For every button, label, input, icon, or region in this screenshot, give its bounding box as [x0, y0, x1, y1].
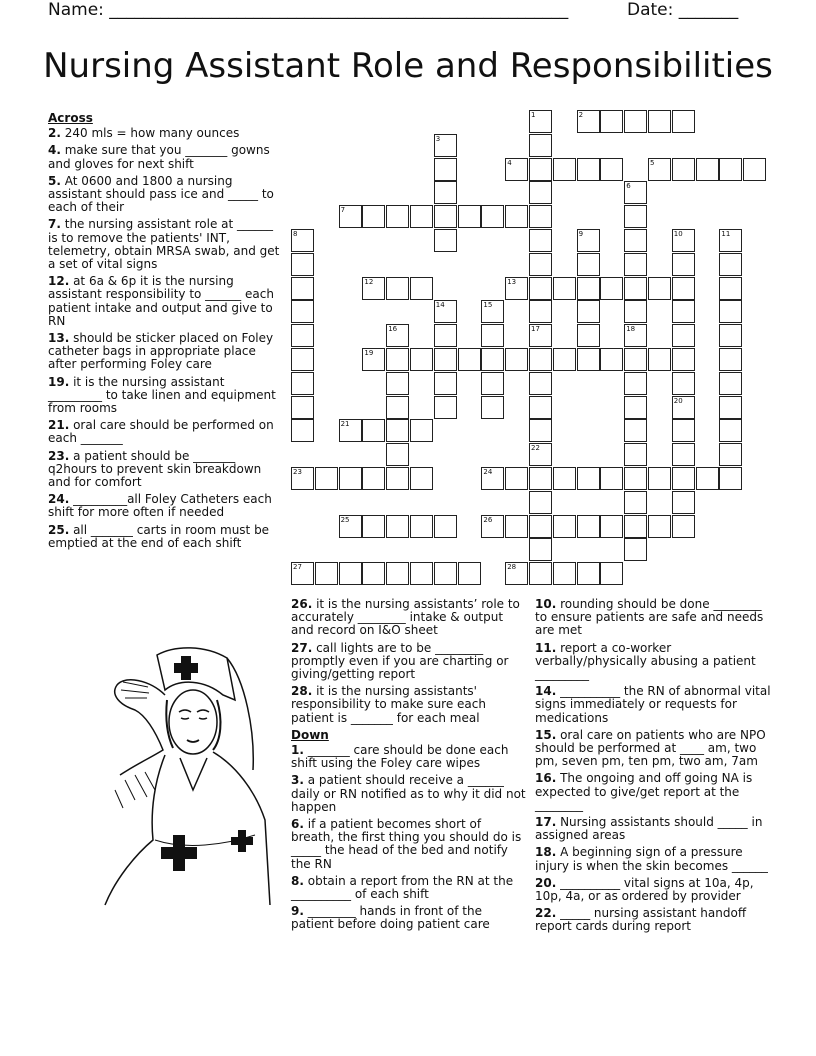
crossword-cell[interactable] — [624, 443, 647, 466]
clue-number: 7. — [48, 217, 61, 232]
clue-number: 14. — [535, 684, 557, 699]
clue-text: obtain a report from the RN at the __________ of each shift — [291, 873, 514, 902]
clue-text: rounding should be done ________ to ensure patients are safe and needs are met — [535, 597, 764, 638]
cell-number: 2 — [578, 111, 584, 119]
clue-text: __________ vital signs at 10a, 4p, 10p, 4a, or as ordered by provider — [535, 875, 754, 904]
crossword-cell[interactable] — [719, 324, 742, 347]
crossword-cell[interactable] — [624, 300, 647, 323]
crossword-cell[interactable] — [624, 372, 647, 395]
clue-text: 240 mls = how many ounces — [60, 126, 240, 141]
clue-number: 5. — [48, 173, 61, 188]
crossword-cell[interactable] — [696, 158, 719, 181]
crossword-cell[interactable] — [553, 562, 576, 585]
clue-number: 2. — [48, 126, 61, 141]
cell-number: 22 — [531, 444, 540, 453]
crossword-cell[interactable] — [339, 515, 362, 538]
clue-text: it is the nursing assistants' responsibility to make sure each patient is _______ for each meal — [291, 684, 486, 725]
crossword-cell[interactable] — [529, 443, 552, 466]
cell-number: 9 — [578, 230, 584, 238]
crossword-cell[interactable] — [624, 396, 647, 419]
crossword-cell[interactable] — [529, 181, 552, 204]
clue-text: call lights are to be ________ promptly even if you are charting or giving/getting report — [291, 640, 509, 682]
crossword-cell[interactable] — [291, 253, 314, 276]
crossword-cell[interactable] — [648, 348, 671, 371]
crossword-cell[interactable] — [505, 205, 528, 228]
crossword-cell[interactable] — [481, 515, 504, 538]
clue-text: _________all Foley Catheters each shift for more often if needed — [48, 492, 272, 520]
clue-item — [291, 685, 526, 725]
crossword-cell[interactable] — [577, 467, 600, 490]
crossword-cell[interactable] — [434, 562, 457, 585]
cell-number: 18 — [626, 325, 636, 334]
crossword-cell[interactable] — [672, 515, 695, 538]
clue-item — [535, 816, 771, 842]
crossword-cell[interactable] — [553, 158, 576, 181]
crossword-cell[interactable] — [434, 372, 457, 395]
clue-item — [48, 175, 280, 215]
crossword-cell[interactable] — [577, 158, 600, 181]
crossword-cell[interactable] — [434, 348, 457, 371]
cell-number: 26 — [483, 515, 493, 524]
crossword-cell[interactable] — [648, 110, 671, 133]
crossword-cell[interactable] — [529, 277, 552, 300]
clue-number: 3. — [291, 773, 304, 788]
clue-text: the nursing assistant role at ______ is to remove the patients' INT, telemetry, obtain MRSA swab, and get a set of vital signs — [48, 217, 280, 272]
crossword-cell[interactable] — [481, 396, 504, 419]
crossword-cell[interactable] — [529, 515, 552, 538]
clue-number: 17. — [535, 815, 557, 830]
clue-item — [535, 877, 771, 903]
crossword-cell[interactable] — [553, 277, 576, 300]
crossword-cell[interactable] — [624, 538, 647, 561]
clue-number: 21. — [48, 418, 70, 433]
crossword-cell[interactable] — [505, 562, 528, 585]
cell-number: 11 — [721, 230, 731, 238]
crossword-cell[interactable] — [505, 277, 528, 300]
crossword-cell[interactable] — [529, 538, 552, 561]
clue-text: make sure that you _______ gowns and gloves for next shift — [48, 143, 270, 171]
crossword-cell[interactable] — [529, 229, 552, 252]
clue-text: report a co-worker verbally/physically abusing a patient _________ — [535, 640, 756, 682]
crossword-cell[interactable] — [624, 491, 647, 514]
clue-text: At 0600 and 1800 a nursing assistant should pass ice and _____ to each of their — [48, 173, 274, 215]
clue-text: oral care should be performed on each _______ — [48, 418, 274, 446]
crossword-cell[interactable] — [624, 467, 647, 490]
crossword-cell[interactable] — [577, 253, 600, 276]
clue-text: a patient should be _______ q2hours to prevent skin breakdown and for comfort — [48, 448, 262, 490]
crossword-cell[interactable] — [434, 134, 457, 157]
crossword-cell[interactable] — [505, 158, 528, 181]
clue-item — [291, 774, 526, 814]
clue-number: 10. — [535, 597, 557, 611]
clue-text: __________ the RN of abnormal vital signs immediately or requests for medications — [535, 684, 771, 725]
crossword-cell[interactable] — [529, 491, 552, 514]
crossword-cell[interactable] — [339, 562, 362, 585]
crossword-cell[interactable] — [577, 277, 600, 300]
clue-text: it is the nursing assistants’ role to accurately ________ intake & output and record on I&O sheet — [291, 597, 520, 638]
crossword-cell[interactable] — [291, 300, 314, 323]
crossword-cell[interactable] — [529, 205, 552, 228]
crossword-cell[interactable] — [386, 348, 409, 371]
clue-item — [48, 376, 280, 416]
cell-number: 3 — [435, 134, 441, 143]
clue-text: A beginning sign of a pressure injury is when the skin becomes ______ — [535, 845, 768, 873]
date-field[interactable]: Date: _______ — [627, 0, 739, 20]
crossword-cell[interactable] — [719, 158, 742, 181]
cell-number: 24 — [483, 468, 493, 476]
crossword-cell[interactable] — [624, 277, 647, 300]
cell-number: 13 — [507, 277, 517, 286]
clue-item — [48, 275, 280, 328]
crossword-cell[interactable] — [529, 467, 552, 490]
crossword-cell[interactable] — [410, 205, 433, 228]
clue-text: if a patient becomes short of breath, the first thing you should do is _____ the head of the bed and notify the RN — [291, 817, 522, 871]
crossword-cell[interactable] — [648, 467, 671, 490]
crossword-cell[interactable] — [529, 134, 552, 157]
crossword-cell[interactable] — [339, 205, 362, 228]
cell-number: 16 — [388, 325, 398, 334]
crossword-cell[interactable] — [529, 110, 552, 133]
cell-number: 7 — [340, 206, 346, 215]
crossword-cell[interactable] — [386, 372, 409, 395]
crossword-cell[interactable] — [386, 205, 409, 228]
crossword-cell[interactable] — [672, 253, 695, 276]
cell-number: 1 — [531, 111, 536, 119]
clue-item — [535, 685, 771, 725]
clue-number: 28. — [291, 684, 313, 699]
crossword-cell[interactable] — [719, 443, 742, 466]
crossword-cell[interactable] — [600, 277, 623, 300]
crossword-cell[interactable] — [386, 324, 409, 347]
across-heading: Across — [48, 111, 93, 125]
crossword-cell[interactable] — [719, 372, 742, 395]
clue-number: 8. — [291, 873, 304, 888]
crossword-cell[interactable] — [529, 158, 552, 181]
crossword-cell[interactable] — [553, 515, 576, 538]
cell-number: 8 — [293, 230, 298, 238]
crossword-cell[interactable] — [672, 419, 695, 442]
crossword-cell[interactable] — [600, 110, 623, 133]
crossword-cell[interactable] — [577, 515, 600, 538]
clue-text: should be sticker placed on Foley catheter bags in appropriate place after performing Foley care — [48, 331, 274, 372]
page-title: Nursing Assistant Role and Responsibilities — [43, 46, 773, 86]
crossword-cell[interactable] — [577, 324, 600, 347]
clue-item — [535, 907, 771, 933]
crossword-cell[interactable] — [505, 467, 528, 490]
crossword-cell[interactable] — [434, 300, 457, 323]
crossword-cell[interactable] — [291, 277, 314, 300]
nurse-illustration — [95, 640, 280, 910]
crossword-cell[interactable] — [291, 396, 314, 419]
clue-number: 18. — [535, 845, 557, 860]
crossword-cell[interactable] — [434, 229, 457, 252]
clue-text: at 6a & 6p it is the nursing assistant responsibility to ______ each patient intake and output and give to RN — [48, 274, 274, 328]
crossword-cell[interactable] — [672, 372, 695, 395]
cell-number: 14 — [435, 301, 445, 310]
cell-number: 27 — [293, 563, 302, 572]
crossword-cell[interactable] — [434, 158, 457, 181]
crossword-cell[interactable] — [529, 253, 552, 276]
crossword-cell[interactable] — [291, 562, 314, 585]
crossword-cell[interactable] — [624, 181, 647, 204]
crossword-cell[interactable] — [624, 205, 647, 228]
crossword-cell[interactable] — [458, 205, 481, 228]
crossword-cell[interactable] — [386, 443, 409, 466]
clue-text: ________ hands in front of the patient before doing patient care — [291, 904, 490, 932]
crossword-cell[interactable] — [743, 158, 766, 181]
clue-item — [291, 598, 526, 638]
crossword-cell[interactable] — [719, 253, 742, 276]
clue-item — [535, 729, 771, 769]
crossword-cell[interactable] — [719, 467, 742, 490]
crossword-cell[interactable] — [529, 324, 552, 347]
crossword-cell[interactable] — [410, 562, 433, 585]
cell-number: 25 — [340, 515, 350, 524]
crossword-cell[interactable] — [434, 324, 457, 347]
clues-column-1 — [48, 112, 280, 554]
cell-number: 23 — [293, 468, 302, 476]
crossword-cell[interactable] — [719, 300, 742, 323]
crossword-cell[interactable] — [600, 158, 623, 181]
name-field[interactable]: Name: ______________________________________________________ — [48, 0, 569, 20]
crossword-cell[interactable] — [648, 277, 671, 300]
crossword-cell[interactable] — [696, 467, 719, 490]
crossword-cell[interactable] — [672, 467, 695, 490]
clue-item — [535, 772, 771, 812]
clue-number: 12. — [48, 274, 70, 289]
clue-number: 9. — [291, 904, 304, 919]
crossword-cell[interactable] — [458, 348, 481, 371]
crossword-cell[interactable] — [434, 396, 457, 419]
clue-item — [48, 144, 280, 170]
crossword-cell[interactable] — [362, 419, 385, 442]
clue-number: 1. — [291, 743, 304, 758]
clue-text: all _______ carts in room must be emptied at the end of each shift — [48, 522, 270, 550]
cell-number: 4 — [507, 158, 512, 167]
crossword-cell[interactable] — [410, 419, 433, 442]
clue-item — [291, 744, 526, 770]
crossword-cell[interactable] — [553, 467, 576, 490]
clue-item — [291, 905, 526, 931]
cell-number: 6 — [626, 182, 631, 191]
crossword-cell[interactable] — [648, 515, 671, 538]
crossword-cell[interactable] — [362, 515, 385, 538]
clue-text: The ongoing and off going NA is expected to give/get report at the ________ — [535, 771, 753, 812]
crossword-cell[interactable] — [434, 181, 457, 204]
crossword-cell[interactable] — [291, 467, 314, 490]
clue-text: a patient should receive a ______ daily or RN notified as to why it did not happen — [291, 773, 526, 814]
crossword-cell[interactable] — [624, 110, 647, 133]
crossword-cell[interactable] — [577, 348, 600, 371]
crossword-cell[interactable] — [719, 277, 742, 300]
clue-text: _______ care should be done each shift using the Foley care wipes — [291, 743, 509, 771]
crossword-cell[interactable] — [719, 348, 742, 371]
crossword-cell[interactable] — [481, 300, 504, 323]
clue-number: 22. — [535, 906, 557, 921]
clue-number: 16. — [535, 771, 557, 786]
cell-number: 10 — [673, 230, 683, 238]
crossword-cell[interactable] — [624, 515, 647, 538]
cell-number: 5 — [650, 158, 655, 167]
crossword-cell[interactable] — [672, 300, 695, 323]
clue-number: 15. — [535, 727, 557, 742]
clue-number: 27. — [291, 640, 313, 655]
crossword-cell[interactable] — [386, 515, 409, 538]
crossword-cell[interactable] — [529, 348, 552, 371]
crossword-cell[interactable] — [600, 515, 623, 538]
clue-text: Nursing assistants should _____ in assigned areas — [535, 815, 763, 843]
crossword-cell[interactable] — [386, 419, 409, 442]
crossword-cell[interactable] — [410, 277, 433, 300]
crossword-cell[interactable] — [672, 229, 695, 252]
clue-number: 26. — [291, 597, 313, 611]
clue-item — [291, 642, 526, 682]
cell-number: 15 — [483, 301, 493, 310]
crossword-cell[interactable] — [577, 229, 600, 252]
cell-number: 19 — [364, 349, 374, 357]
clue-item — [48, 493, 280, 519]
cell-number: 12 — [364, 277, 374, 286]
crossword-cell[interactable] — [410, 348, 433, 371]
crossword-cell[interactable] — [719, 229, 742, 252]
crossword-cell[interactable] — [529, 372, 552, 395]
crossword-cell[interactable] — [719, 396, 742, 419]
cell-number: 17 — [531, 325, 540, 334]
crossword-cell[interactable] — [672, 158, 695, 181]
crossword-cell[interactable] — [577, 110, 600, 133]
clues-column-2 — [291, 598, 526, 936]
clue-item — [48, 127, 280, 140]
clue-number: 24. — [48, 492, 70, 507]
crossword-cell[interactable] — [339, 419, 362, 442]
crossword-cell[interactable] — [362, 562, 385, 585]
crossword-cell[interactable] — [624, 419, 647, 442]
crossword-cell[interactable] — [624, 229, 647, 252]
clue-number: 4. — [48, 143, 61, 158]
crossword-cell[interactable] — [672, 110, 695, 133]
crossword-cell[interactable] — [600, 562, 623, 585]
crossword-cell[interactable] — [600, 348, 623, 371]
crossword-cell[interactable] — [672, 324, 695, 347]
crossword-cell[interactable] — [386, 562, 409, 585]
crossword-cell[interactable] — [362, 467, 385, 490]
crossword-cell[interactable] — [553, 348, 576, 371]
clue-text: _____ nursing assistant handoff report cards during report — [535, 906, 747, 934]
crossword-cell[interactable] — [672, 491, 695, 514]
crossword-cell[interactable] — [481, 467, 504, 490]
clue-number: 23. — [48, 448, 70, 463]
crossword-cell[interactable] — [505, 515, 528, 538]
crossword-cell[interactable] — [410, 515, 433, 538]
crossword-cell[interactable] — [481, 372, 504, 395]
clue-item — [48, 524, 280, 550]
crossword-cell[interactable] — [315, 467, 338, 490]
crossword-cell[interactable] — [291, 324, 314, 347]
clue-text: oral care on patients who are NPO should be performed at ____ am, two pm, seven pm, ten pm, two am, 7am — [535, 727, 766, 769]
crossword-cell[interactable] — [410, 467, 433, 490]
crossword-cell[interactable] — [672, 443, 695, 466]
clues-column-3 — [535, 598, 771, 938]
clue-item — [48, 450, 280, 490]
cell-number: 20 — [673, 396, 683, 405]
crossword-cell[interactable] — [315, 562, 338, 585]
clue-item — [291, 875, 526, 901]
clue-item — [48, 419, 280, 445]
clue-number: 25. — [48, 522, 70, 537]
crossword-cell[interactable] — [529, 562, 552, 585]
down-heading: Down — [291, 727, 329, 742]
crossword-cell[interactable] — [481, 348, 504, 371]
crossword-cell[interactable] — [362, 277, 385, 300]
crossword-cell[interactable] — [291, 372, 314, 395]
clue-number: 11. — [535, 640, 557, 655]
crossword-cell[interactable] — [339, 467, 362, 490]
clue-item — [535, 642, 771, 682]
clue-item — [535, 598, 771, 638]
crossword-cell[interactable] — [648, 158, 671, 181]
crossword-cell[interactable] — [505, 348, 528, 371]
clue-text: it is the nursing assistant _________ to take linen and equipment from rooms — [48, 374, 276, 416]
crossword-cell[interactable] — [291, 229, 314, 252]
crossword-cell[interactable] — [672, 348, 695, 371]
crossword-cell[interactable] — [672, 396, 695, 419]
crossword-cell[interactable] — [600, 467, 623, 490]
crossword-cell[interactable] — [291, 419, 314, 442]
cell-number: 28 — [507, 563, 517, 572]
crossword-cell[interactable] — [624, 324, 647, 347]
crossword-cell[interactable] — [719, 419, 742, 442]
clue-number: 19. — [48, 374, 70, 389]
crossword-cell[interactable] — [362, 348, 385, 371]
clue-item — [535, 846, 771, 872]
clue-number: 20. — [535, 875, 557, 890]
clue-number: 6. — [291, 817, 304, 832]
crossword-cell[interactable] — [386, 277, 409, 300]
crossword-cell[interactable] — [529, 419, 552, 442]
crossword-cell[interactable] — [481, 205, 504, 228]
crossword-cell[interactable] — [624, 253, 647, 276]
cell-number: 21 — [340, 420, 350, 429]
crossword-cell[interactable] — [386, 396, 409, 419]
crossword-cell[interactable] — [672, 277, 695, 300]
crossword-cell[interactable] — [529, 396, 552, 419]
crossword-cell[interactable] — [458, 562, 481, 585]
clue-item — [48, 218, 280, 271]
clue-item — [48, 332, 280, 372]
crossword-cell[interactable] — [529, 300, 552, 323]
crossword-cell[interactable] — [386, 467, 409, 490]
clue-number: 13. — [48, 331, 70, 346]
crossword-cell[interactable] — [577, 300, 600, 323]
crossword-cell[interactable] — [434, 205, 457, 228]
crossword-cell[interactable] — [577, 562, 600, 585]
crossword-cell[interactable] — [434, 515, 457, 538]
crossword-cell[interactable] — [624, 348, 647, 371]
crossword-cell[interactable] — [362, 205, 385, 228]
crossword-cell[interactable] — [481, 324, 504, 347]
clue-item — [291, 818, 526, 871]
crossword-cell[interactable] — [291, 348, 314, 371]
